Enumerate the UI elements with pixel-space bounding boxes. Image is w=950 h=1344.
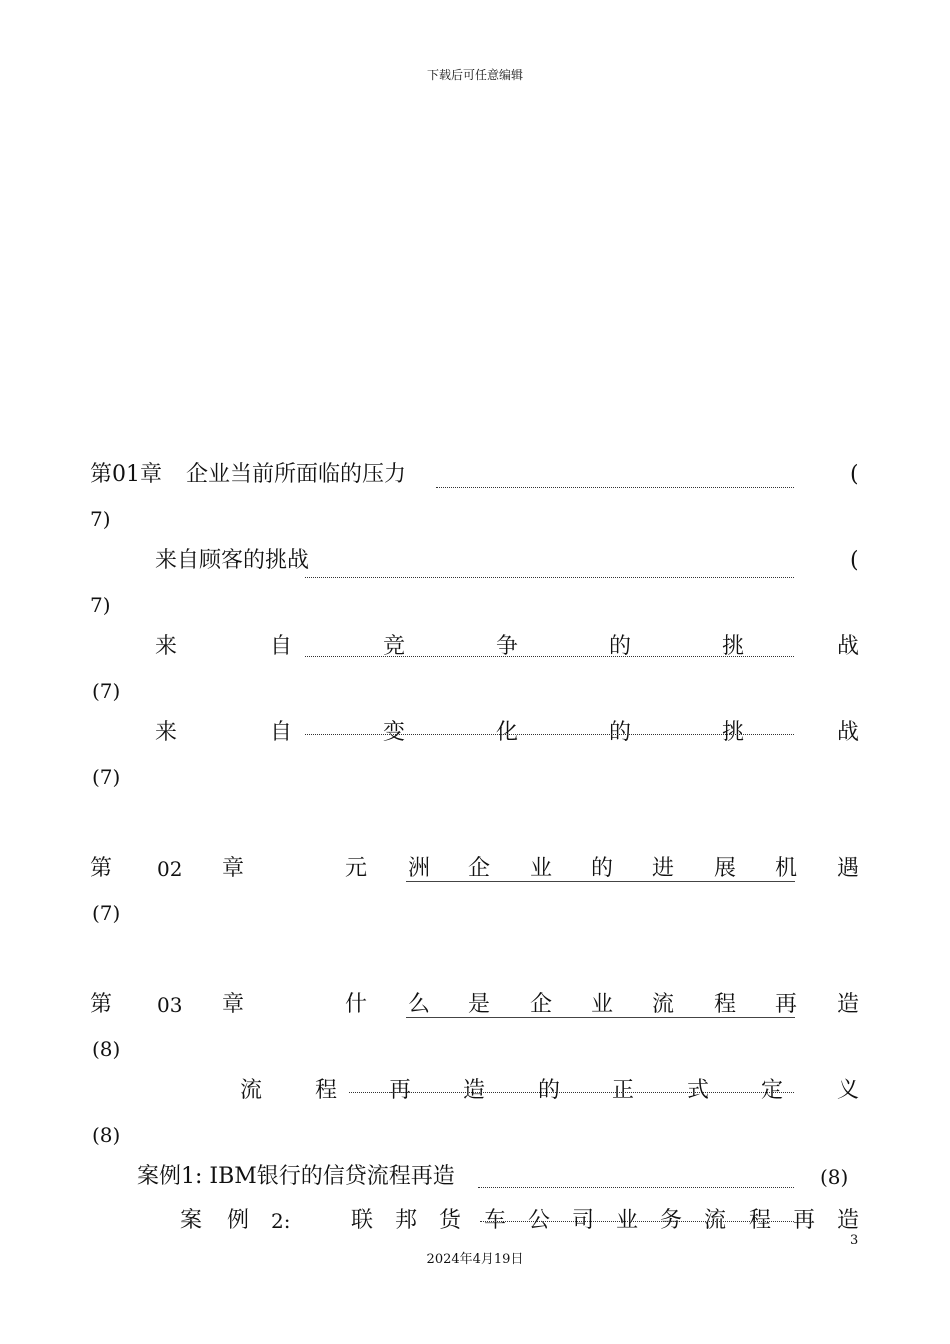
- toc-leader-2: [305, 577, 794, 578]
- toc-page-number-7: (8): [92, 1123, 121, 1147]
- toc-leader-8: [478, 1187, 794, 1188]
- toc-page-number-2: 7): [90, 593, 111, 617]
- toc-leader-3: [305, 656, 794, 657]
- toc-entry-customer-challenge: 来自顾客的挑战: [155, 548, 310, 573]
- toc-entry-chapter-01-title: [90, 462, 406, 488]
- page-number: 3: [850, 1233, 859, 1248]
- chapter-label: 第01章: [90, 462, 162, 487]
- toc-leader-4: [305, 734, 794, 735]
- chapter-title: 企业当前所面临的压力: [186, 462, 407, 487]
- toc-leader-7: [349, 1092, 794, 1093]
- toc-leader-1: [436, 487, 794, 488]
- paren-open-2: (: [850, 548, 859, 573]
- toc-leader-9: [480, 1221, 794, 1222]
- toc-leader-6: [406, 1017, 795, 1018]
- toc-page-number-8: (8): [820, 1165, 849, 1189]
- toc-page-number-5: (7): [92, 901, 121, 925]
- toc-leader-5: [406, 881, 795, 882]
- page-footer-date: 2024年4月19日: [426, 1252, 524, 1267]
- toc-page-number-6: (8): [92, 1037, 121, 1061]
- toc-entry-case-1: 案例1: IBM银行的信贷流程再造: [137, 1164, 455, 1189]
- toc-page-number-3: (7): [92, 679, 121, 703]
- toc-page-number-1: 7): [90, 507, 111, 531]
- paren-open-1: (: [850, 462, 859, 487]
- toc-page-number-4: (7): [92, 765, 121, 789]
- page-header: 下载后可任意编辑: [426, 68, 523, 82]
